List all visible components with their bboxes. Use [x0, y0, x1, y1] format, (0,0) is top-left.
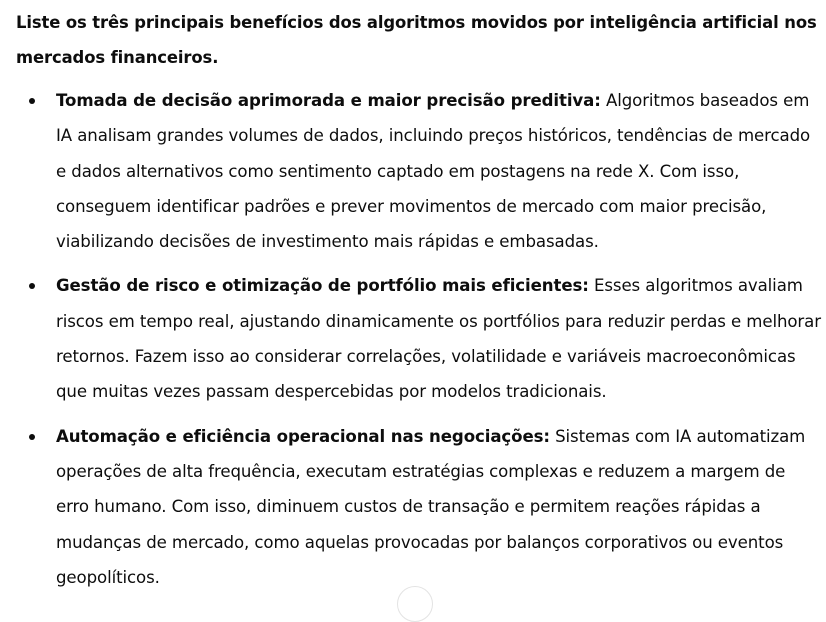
- bullet-icon: [29, 434, 35, 440]
- list-item: [16, 268, 822, 409]
- bullet-icon: [29, 98, 35, 104]
- item-body: Sistemas com IA automatizam operações de alta frequência, executam estratégias complexas e reduzem a margem de erro humano. Com isso, diminuem custos de transação e permitem reações rápidas a mudanças de mercado, como aquelas provocadas por balanços corporativos ou eventos geopolíticos.: [56, 426, 806, 587]
- benefits-list: [16, 83, 822, 595]
- item-body: Algoritmos baseados em IA analisam grandes volumes de dados, incluindo preços históricos, tendências de mercado e dados alternativos como sentimento captado em postagens na rede X. Com isso, conseguem identificar padrões e prever movimentos de mercado com maior precisão, viabilizando decisões de investimento mais rápidas e embasadas.: [56, 91, 811, 252]
- list-item: [16, 419, 822, 595]
- item-title: Gestão de risco e otimização de portfólio mais eficientes:: [56, 276, 589, 296]
- scroll-down-button[interactable]: [397, 586, 433, 622]
- item-title: Tomada de decisão aprimorada e maior precisão preditiva:: [56, 91, 601, 110]
- item-body: Esses algoritmos avaliam riscos em tempo real, ajustando dinamicamente os portfólios para reduzir perdas e melhorar retornos. Fazem isso ao considerar correlações, volatilidade e variáveis macroeconômicas que muitas vezes passam despercebidas por modelos tradicionais.: [56, 276, 821, 402]
- question-heading: Liste os três principais benefícios dos algoritmos movidos por inteligência artificial nos mercados financeiros.: [16, 13, 817, 67]
- item-title: Automação e eficiência operacional nas negociações:: [56, 426, 550, 446]
- document: [16, 5, 822, 604]
- list-item: [16, 83, 822, 259]
- bullet-icon: [29, 283, 35, 289]
